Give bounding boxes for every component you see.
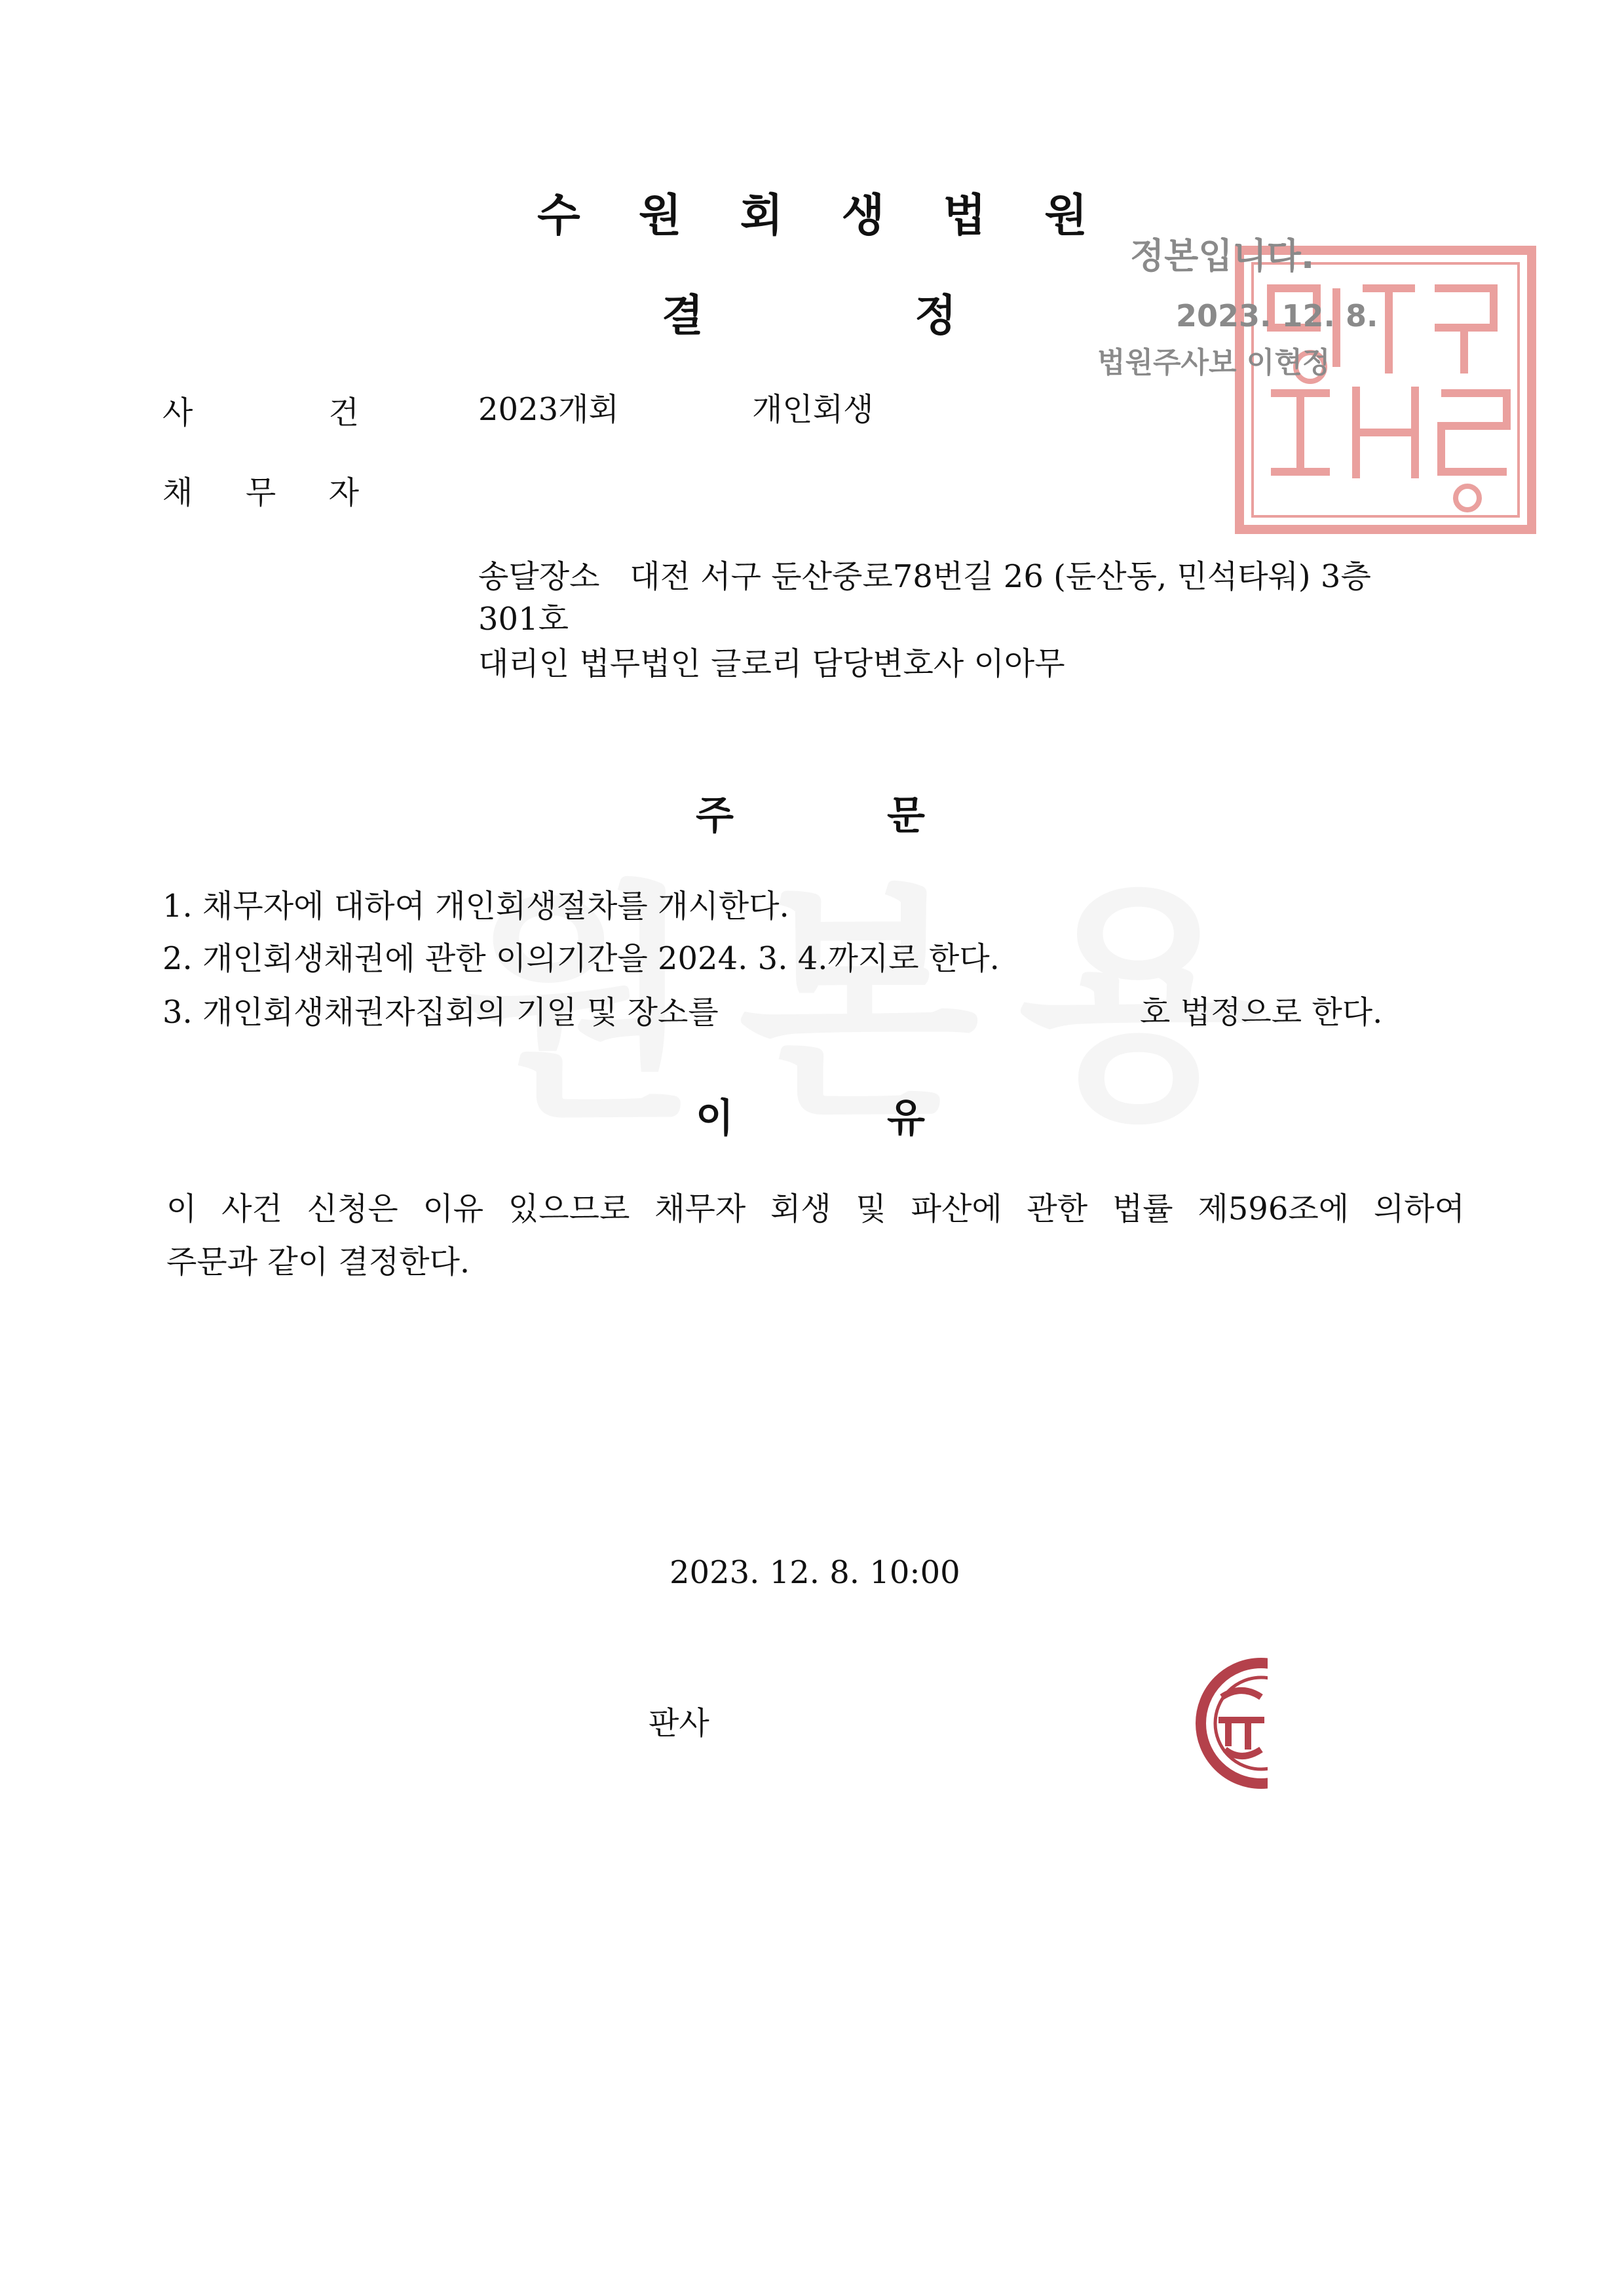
document-type — [662, 275, 956, 347]
debtor-label-char: 채 — [162, 474, 193, 511]
reason-word: 채무자 — [654, 1191, 746, 1227]
court-char: 원 — [1044, 189, 1087, 242]
reason-word: 신청은 — [307, 1191, 398, 1227]
reason-word: 이유 — [423, 1191, 484, 1227]
reason-word: 및 — [856, 1191, 886, 1227]
reason-word: 의하여 — [1373, 1191, 1465, 1227]
reason-word: 이 — [166, 1191, 197, 1227]
doc-type-char: 정 — [915, 290, 956, 341]
order-heading — [696, 783, 925, 842]
certification-text: 정본입니다. — [1130, 235, 1315, 277]
reason-line-2: 주문과 같이 결정한다. — [166, 1244, 470, 1280]
order-item-3: 3. 개인회생채권자집회의 기일 및 장소를 — [162, 994, 719, 1031]
reason-word: 파산에 — [911, 1191, 1002, 1227]
case-type: 개인회생 — [752, 391, 874, 428]
certification-officer: 법원주사보 이현정 — [1097, 346, 1331, 379]
order-heading-char: 문 — [887, 793, 925, 839]
case-label — [162, 387, 359, 432]
decision-datetime: 2023. 12. 8. 10:00 — [670, 1554, 960, 1591]
order-item-2: 2. 개인회생채권에 관한 이의기간을 2024. 3. 4.까지로 한다. — [162, 940, 1000, 977]
case-label-char: 건 — [328, 394, 359, 431]
case-number: 2023개회 — [478, 391, 619, 428]
legal-agent: 대리인 법무법인 글로리 담당변호사 이아무 — [478, 645, 1065, 682]
order-heading-char: 주 — [696, 793, 734, 839]
doc-type-char: 결 — [662, 290, 704, 341]
court-char: 법 — [943, 189, 987, 242]
reason-word: 제596조에 — [1198, 1191, 1350, 1227]
reason-word: 회생 — [770, 1191, 831, 1227]
reason-heading-char: 이 — [696, 1096, 734, 1141]
reason-heading — [696, 1086, 925, 1145]
court-char: 원 — [638, 189, 682, 242]
court-char: 수 — [537, 189, 580, 242]
order-item-3-tail: 호 법정으로 한다. — [1140, 994, 1383, 1031]
certification-date: 2023. 12. 8. — [1176, 298, 1378, 334]
service-address: 송달장소 대전 서구 둔산중로78번길 26 (둔산동, 민석타워) 3층 — [478, 558, 1371, 595]
reason-word: 사건 — [221, 1191, 282, 1227]
order-item-1: 1. 채무자에 대하여 개인회생절차를 개시한다. — [162, 888, 789, 925]
debtor-label-char: 무 — [245, 474, 276, 511]
judge-label: 판사 — [649, 1705, 709, 1742]
certification-seal — [1232, 242, 1539, 537]
case-label-char: 사 — [162, 394, 193, 431]
judge-seal — [1189, 1658, 1268, 1789]
debtor-label-char: 자 — [328, 474, 359, 511]
court-char: 회 — [740, 189, 784, 242]
reason-heading-char: 유 — [887, 1096, 925, 1141]
reason-word: 관한 — [1027, 1191, 1088, 1227]
reason-line-1 — [166, 1187, 1465, 1231]
reason-word: 있으므로 — [508, 1191, 630, 1227]
reason-word: 법률 — [1112, 1191, 1173, 1227]
court-title — [537, 176, 1087, 248]
service-address-cont: 301호 — [478, 601, 569, 638]
court-char: 생 — [841, 189, 885, 242]
debtor-label — [162, 467, 359, 512]
